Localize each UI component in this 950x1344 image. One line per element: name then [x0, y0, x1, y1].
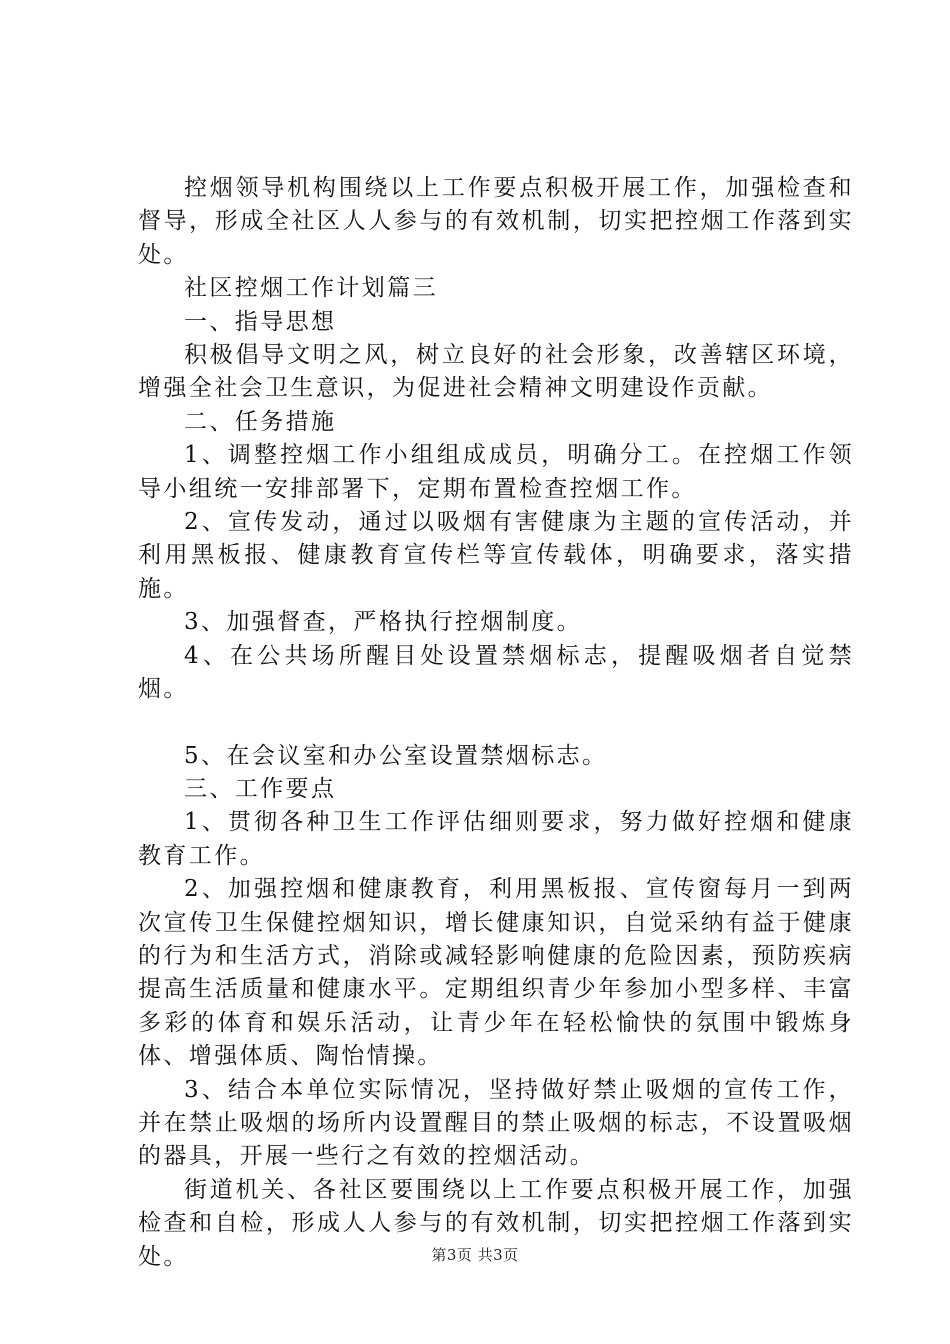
paragraph: 控烟领导机构围绕以上工作要点积极开展工作，加强检查和督导，形成全社区人人参与的有效机制，切实把控烟工作落到实处。 — [138, 175, 854, 268]
paragraph: 4、在公共场所醒目处设置禁烟标志，提醒吸烟者自觉禁烟。 — [138, 642, 854, 703]
document-body — [138, 172, 854, 1274]
paragraph: 1、调整控烟工作小组组成成员，明确分工。在控烟工作领导小组统一安排部署下，定期布置检查控烟工作。 — [138, 442, 854, 502]
paragraph: 3、加强督查，严格执行控烟制度。 — [184, 609, 583, 636]
page-number-footer: 第3页 共3页 — [431, 1246, 519, 1264]
paragraph: 1、贯彻各种卫生工作评估细则要求，努力做好控烟和健康教育工作。 — [138, 809, 854, 869]
section-heading: 二、任务措施 — [184, 408, 337, 435]
paragraph: 2、加强控烟和健康教育，利用黑板报、宣传窗每月一到两次宣传卫生保健控烟知识，增长健康知识，自觉采纳有益于健康的行为和生活方式，消除或减轻影响健康的危险因素，预防疾病提高生活质量和健康水平。定期组织青少年参加小型多样、丰富多彩的体育和娱乐活动，让青少年在轻松愉快的氛围中锻炼身体、增强体质、陶怡情操。 — [138, 876, 854, 1070]
paragraph: 3、结合本单位实际情况，坚持做好禁止吸烟的宣传工作，并在禁止吸烟的场所内设置醒目的禁止吸烟的标志，不设置吸烟的器具，开展一些行之有效的控烟活动。 — [138, 1076, 854, 1170]
section-heading: 一、指导思想 — [184, 308, 337, 335]
section-heading: 三、工作要点 — [184, 775, 337, 802]
paragraph: 5、在会议室和办公室设置禁烟标志。 — [184, 742, 608, 769]
section-heading: 社区控烟工作计划篇三 — [184, 275, 438, 302]
paragraph: 街道机关、各社区要围绕以上工作要点积极开展工作，加强检查和自检，形成人人参与的有效机制，切实把控烟工作落到实处。 — [138, 1176, 854, 1270]
paragraph: 2、宣传发动，通过以吸烟有害健康为主题的宣传活动，并利用黑板报、健康教育宣传栏等宣传载体，明确要求，落实措施。 — [138, 509, 854, 602]
paragraph: 积极倡导文明之风，树立良好的社会形象，改善辖区环境，增强全社会卫生意识，为促进社会精神文明建设作贡献。 — [138, 342, 854, 402]
